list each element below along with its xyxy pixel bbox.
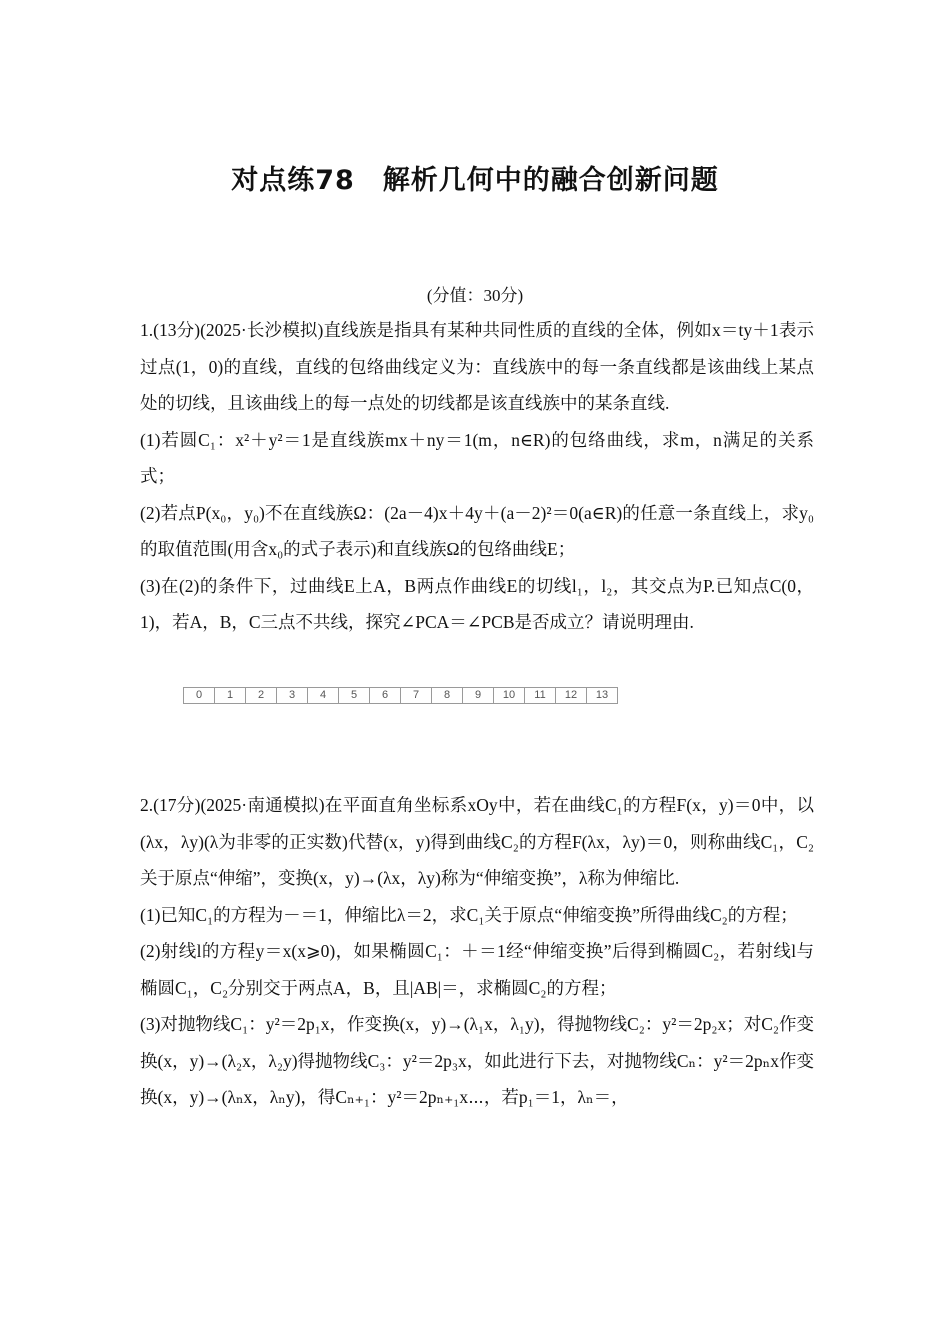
- score-cell[interactable]: 10: [494, 688, 525, 703]
- score-cell[interactable]: 5: [339, 688, 370, 703]
- score-cell[interactable]: 8: [432, 688, 463, 703]
- score-cell[interactable]: 7: [401, 688, 432, 703]
- question-1: [140, 312, 814, 641]
- score-cell[interactable]: 11: [525, 688, 556, 703]
- question-2-part-2: (2)射线l的方程y＝x(x⩾0)，如果椭圆C₁：＋＝1经“伸缩变换”后得到椭圆C₂，若射线l与椭圆C₁，C₂分别交于两点A，B，且|AB|＝，求椭圆C₂的方程；: [140, 941, 814, 998]
- score-cell[interactable]: 9: [463, 688, 494, 703]
- question-2-part-1: (1)已知C₁的方程为－＝1，伸缩比λ＝2，求C₁关于原点“伸缩变换”所得曲线C₂的方程；: [140, 904, 798, 925]
- page-title: 对点练78 解析几何中的融合创新问题: [231, 165, 719, 196]
- question-2-stem: 2.(17分)(2025·南通模拟)在平面直角坐标系xOy中，若在曲线C₁的方程F(x，y)＝0中，以(λx，λy)(λ为非零的正实数)代替(x，y)得到曲线C₂的方程F(λx，λy)＝0，则称曲线C₁，C₂关于原点“伸缩”，变换(x，y)→(λx，λy)称为“伸缩变换”，λ称为伸缩比.: [140, 795, 814, 888]
- score-cell[interactable]: 0: [184, 688, 215, 703]
- question-1-part-3: (3)在(2)的条件下，过曲线E上A，B两点作曲线E的切线l₁，l₂，其交点为P.已知点C(0，1)，若A，B，C三点不共线，探究∠PCA＝∠PCB是否成立？请说明理由.: [140, 575, 814, 632]
- score-cell[interactable]: 2: [246, 688, 277, 703]
- score-cell[interactable]: 3: [277, 688, 308, 703]
- score-strip: [183, 687, 618, 704]
- score-cell[interactable]: 13: [595, 689, 609, 701]
- score-cell[interactable]: 12: [556, 688, 587, 703]
- score-cell[interactable]: 4: [308, 688, 339, 703]
- score-note: (分值：30分): [426, 286, 524, 305]
- score-cell[interactable]: 6: [370, 688, 401, 703]
- score-cell[interactable]: 1: [215, 688, 246, 703]
- question-2-part-3: (3)对抛物线C₁：y²＝2p₁x，作变换(x，y)→(λ₁x，λ₁y)，得抛物线C₂：y²＝2p₂x；对C₂作变换(x，y)→(λ₂x，λ₂y)得抛物线C₃：y²＝2p₃x，如此进行下去，对抛物线Cₙ：y²＝2pₙx作变换(x，y)→(λₙx，λₙy)，得Cₙ₊₁：y²＝2pₙ₊₁x⋯，若p₁＝1，λₙ＝，: [140, 1014, 814, 1107]
- question-1-stem: 1.(13分)(2025·长沙模拟)直线族是指具有某种共同性质的直线的全体，例如x＝ty＋1表示过点(1，0)的直线，直线的包络曲线定义为：直线族中的每一条直线都是该曲线上某点处的切线，且该曲线上的每一点处的切线都是该直线族中的某条直线.: [140, 320, 814, 413]
- question-2: [140, 787, 814, 1116]
- question-1-part-1: (1)若圆C₁：x²＋y²＝1是直线族mx＋ny＝1(m，n∈R)的包络曲线，求m，n满足的关系式；: [140, 429, 814, 486]
- question-1-part-2: (2)若点P(x₀，y₀)不在直线族Ω：(2a－4)x＋4y＋(a－2)²＝0(a∈R)的任意一条直线上，求y₀的取值范围(用含x₀的式子表示)和直线族Ω的包络曲线E；: [140, 502, 814, 559]
